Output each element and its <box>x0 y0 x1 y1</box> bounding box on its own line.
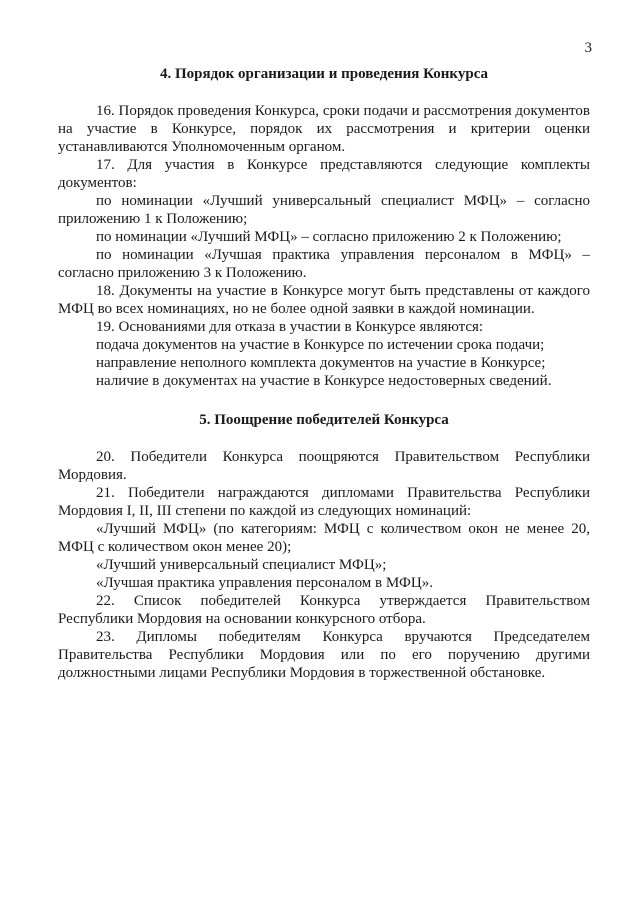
paragraph-17: 17. Для участия в Конкурсе представляются следующие комплекты документов: <box>58 157 590 191</box>
paragraph-20: 20. Победители Конкурса поощряются Правительством Республики Мордовия. <box>58 449 590 483</box>
paragraph-22: 22. Список победителей Конкурса утверждается Правительством Республики Мордовия на основании конкурсного отбора. <box>58 593 590 627</box>
section-5-body <box>58 448 590 682</box>
paragraph-21-item-2: «Лучший универсальный специалист МФЦ»; <box>96 557 387 573</box>
paragraph-21-item-3: «Лучшая практика управления персоналом в МФЦ». <box>96 575 433 591</box>
paragraph-21: 21. Победители награждаются дипломами Правительства Республики Мордовия I, II, III степени по каждой из следующих номинаций: <box>58 485 590 519</box>
paragraph-17-item-3: по номинации «Лучшая практика управления персоналом в МФЦ» – согласно приложению 3 к Положению. <box>58 247 590 281</box>
paragraph-19-item-3: наличие в документах на участие в Конкурсе недостоверных сведений. <box>96 373 552 389</box>
page-number: 3 <box>584 40 592 56</box>
section-5-title: 5. Поощрение победителей Конкурса <box>199 412 449 428</box>
paragraph-16: 16. Порядок проведения Конкурса, сроки подачи и рассмотрения документов на участие в Конкурсе, порядок их рассмотрения и критерии оценки устанавливаются Уполномоченным органом. <box>58 103 590 155</box>
paragraph-21-item-1: «Лучший МФЦ» (по категориям: МФЦ с количеством окон не менее 20, МФЦ с количеством окон менее 20); <box>58 521 590 555</box>
paragraph-18: 18. Документы на участие в Конкурсе могут быть представлены от каждого МФЦ во всех номинациях, но не более одной заявки в каждой номинации. <box>58 283 590 317</box>
paragraph-17-item-1: по номинации «Лучший универсальный специалист МФЦ» – согласно приложению 1 к Положению; <box>58 193 590 227</box>
paragraph-23: 23. Дипломы победителям Конкурса вручаются Председателем Правительства Республики Мордовия или по его поручению другими должностными лицами Республики Мордовия в торжественной обстановке. <box>58 629 590 681</box>
document-body <box>58 65 590 682</box>
paragraph-17-item-2: по номинации «Лучший МФЦ» – согласно приложению 2 к Положению; <box>96 229 562 245</box>
paragraph-19: 19. Основаниями для отказа в участии в Конкурсе являются: <box>96 319 484 335</box>
section-4-body <box>58 102 590 390</box>
paragraph-19-item-1: подача документов на участие в Конкурсе по истечении срока подачи; <box>96 337 545 353</box>
paragraph-19-item-2: направление неполного комплекта документов на участие в Конкурсе; <box>96 355 546 371</box>
section-4-title: 4. Порядок организации и проведения Конкурса <box>159 66 489 82</box>
